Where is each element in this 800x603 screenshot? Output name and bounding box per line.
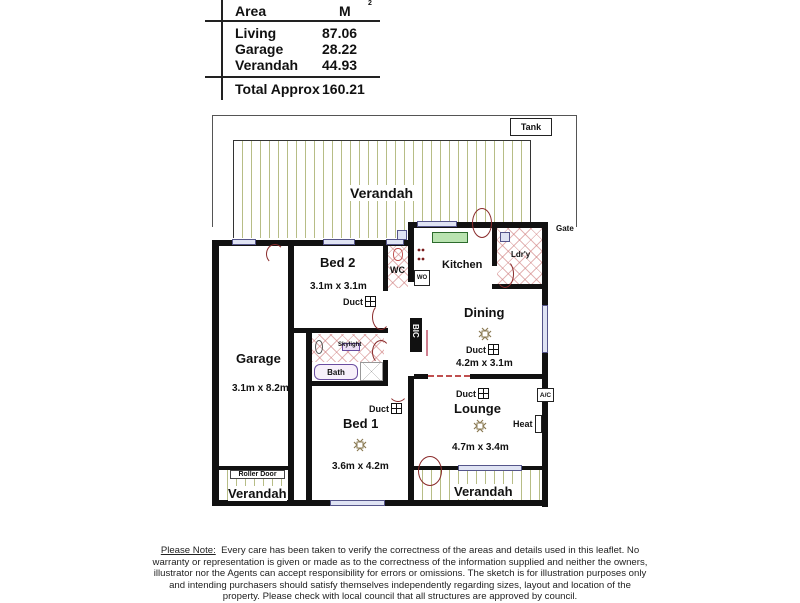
front-verandah-left-label: Verandah xyxy=(228,486,287,501)
duct-icon xyxy=(391,403,402,414)
dining-name: Dining xyxy=(464,305,505,320)
area-row-value: 28.22 xyxy=(322,41,358,57)
cooktop xyxy=(416,246,426,268)
wall xyxy=(414,374,428,379)
area-header-unit-sup: 2 xyxy=(368,0,372,7)
window xyxy=(417,221,457,227)
garage-size: 3.1m x 8.2m xyxy=(232,383,289,394)
window xyxy=(458,465,522,471)
wall xyxy=(470,374,548,379)
lounge-name: Lounge xyxy=(454,401,501,416)
wall xyxy=(383,246,388,291)
skylight-label: Skylight xyxy=(338,342,362,348)
duct-label: Duct xyxy=(456,388,476,399)
dining-duct xyxy=(466,344,499,355)
wc-label: WC xyxy=(390,265,405,275)
bed1-size: 3.6m x 4.2m xyxy=(332,461,389,472)
wall-oven: WO xyxy=(414,270,430,286)
duct-icon xyxy=(478,388,489,399)
ceiling-fan-icon xyxy=(473,419,487,433)
sliding-opening xyxy=(428,375,470,380)
note-text: Every care has been taken to verify the correctness of the areas and details used in this leaflet. No warranty or representation is given or made as to the correctness of the information supplied and neither the owners, illustrator nor the Agents can accept responsibility for errors or omissions. The sketch is for illustration purposes only and intending purchasers should satisfy themselves independently regarding sizes, layout and location of the property. Please check with local council that all structures are approved by council. xyxy=(152,545,648,603)
hall-door xyxy=(426,330,428,356)
bed2-size: 3.1m x 3.1m xyxy=(310,281,367,292)
window xyxy=(232,239,256,245)
ac-unit: A/C xyxy=(537,388,554,402)
bed1-duct xyxy=(369,403,402,414)
wall xyxy=(306,381,388,386)
area-header-unit: M xyxy=(339,3,351,19)
heat-label: Heat xyxy=(513,419,533,429)
gate-label: Gate xyxy=(556,224,574,233)
bed2-name: Bed 2 xyxy=(320,255,356,270)
duct-icon xyxy=(488,344,499,355)
bed1-name: Bed 1 xyxy=(343,416,379,431)
heater xyxy=(535,415,542,433)
kitchen-sink xyxy=(432,232,468,243)
roller-door: Roller Door xyxy=(230,470,285,479)
area-row-label: Garage xyxy=(235,41,284,57)
bed2-duct xyxy=(343,296,376,307)
window xyxy=(330,500,385,506)
lounge-size: 4.7m x 3.4m xyxy=(452,442,509,453)
front-door xyxy=(418,456,442,486)
wall xyxy=(288,328,388,333)
dining-size: 4.2m x 3.1m xyxy=(456,358,513,369)
disclaimer-note xyxy=(150,545,650,603)
laundry-door-swing xyxy=(496,260,514,288)
area-row-value: 87.06 xyxy=(322,25,358,41)
wall xyxy=(542,222,548,507)
kitchen-label: Kitchen xyxy=(442,259,483,271)
note-heading: Please Note: xyxy=(160,545,216,556)
area-header-label: Area xyxy=(235,3,267,19)
rear-door xyxy=(472,208,492,238)
bed1-door-swing xyxy=(388,380,408,402)
ceiling-fan-icon xyxy=(353,438,367,452)
table-total-rule xyxy=(205,76,380,78)
duct-label: Duct xyxy=(369,403,389,414)
garage-door-swing xyxy=(266,244,284,264)
total-label: Total Approx xyxy=(235,81,320,97)
wall xyxy=(306,328,312,506)
trough xyxy=(500,232,510,242)
area-table xyxy=(205,0,385,102)
shower xyxy=(360,362,383,381)
area-row-value: 44.93 xyxy=(322,57,358,73)
bathtub: Bath xyxy=(314,364,358,380)
basin xyxy=(315,340,323,354)
total-value: 160.21 xyxy=(322,81,365,97)
lounge-duct xyxy=(456,388,489,399)
hws xyxy=(397,230,407,240)
tank: Tank xyxy=(510,118,552,136)
window xyxy=(323,239,355,245)
wall xyxy=(492,228,497,266)
area-row-label: Verandah xyxy=(235,57,299,73)
bath-door-swing xyxy=(372,340,390,364)
bed2-door-swing xyxy=(372,304,390,330)
table-header-rule xyxy=(205,20,380,22)
rear-verandah-label: Verandah xyxy=(350,185,414,201)
bic-label: BIC xyxy=(411,324,420,338)
wall xyxy=(383,360,388,386)
duct-icon xyxy=(365,296,376,307)
front-verandah-right-label: Verandah xyxy=(454,484,513,499)
duct-label: Duct xyxy=(343,296,363,307)
duct-label: Duct xyxy=(466,344,486,355)
garage-name: Garage xyxy=(236,351,281,366)
toilet xyxy=(393,248,403,261)
window xyxy=(542,305,548,353)
area-row-label: Living xyxy=(235,25,277,41)
laundry-label: Ldr'y xyxy=(511,250,531,259)
ceiling-fan-icon xyxy=(478,327,492,341)
table-vertical-rule xyxy=(221,0,223,100)
